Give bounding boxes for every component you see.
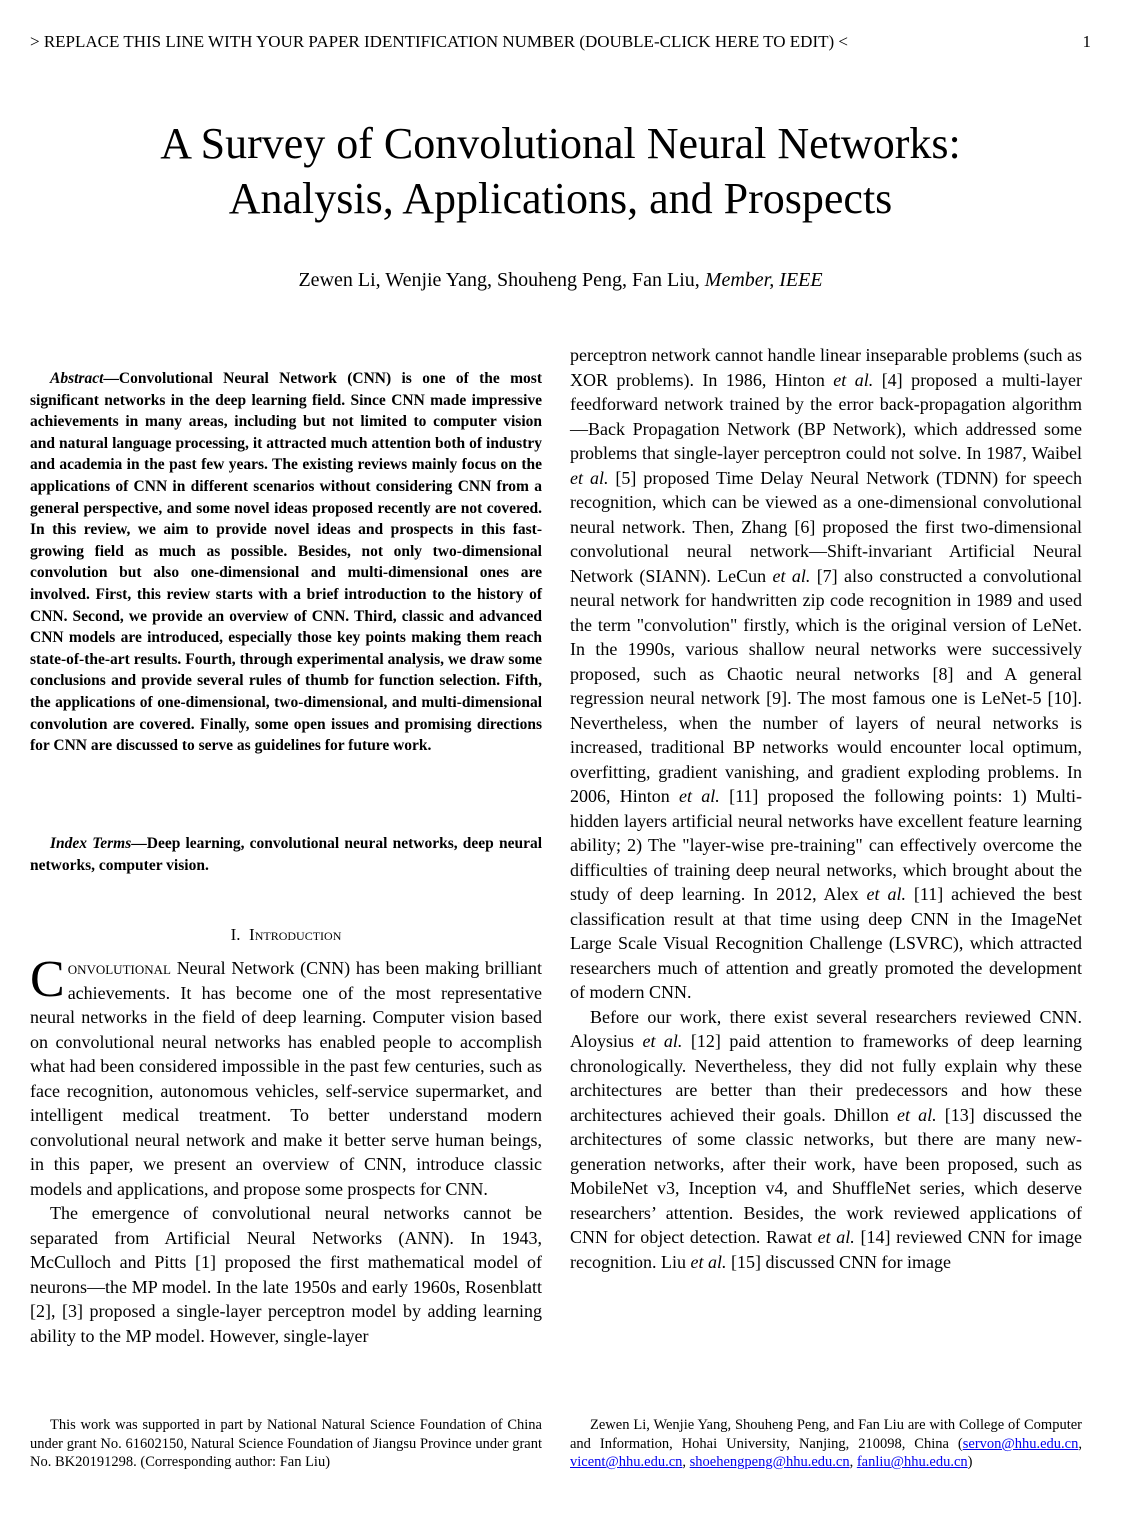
page-number: 1 bbox=[1082, 32, 1091, 51]
intro-paragraph-2: The emergence of convolutional neural networks cannot be separated from Artificial Neural Networks (ANN). In 1943, McCulloch and Pitts [1] proposed the first mathematical model of neurons—the MP model. In the late 1950s and early 1960s, Rosenblatt [2], [3] proposed a single-layer perceptron model by adding learning ability to the MP model. However, single-layer bbox=[30, 1203, 542, 1346]
affiliation-close: ) bbox=[967, 1454, 973, 1470]
funding-footnote: This work was supported in part by National Natural Science Foundation of China under grant No. 61602150, Natural Science Foundation of Jiangsu Province under grant No. BK20191298. (Corresponding author: Fan Liu) bbox=[30, 1417, 542, 1470]
email-link[interactable]: servon@hhu.edu.cn bbox=[962, 1435, 1079, 1452]
intro-p1-text: Neural Network (CNN) has been making brilliant achievements. It has become one of the most representative neural networks in the field of deep learning. Computer vision based on convolutional neural networks has enabled people to accomplish what had been considered impossible in the past few centuries, such as face recognition, autonomous vehicles, self-service supermarket, and intelligent medical treatment. To better understand modern convolutional neural network and make it better serve human beings, in this paper, we present an overview of CNN, introduce classic models and applications, and propose some prospects for CNN. bbox=[30, 958, 542, 1199]
et-al: et al. bbox=[772, 565, 811, 586]
abstract-dash: — bbox=[103, 370, 119, 387]
et-al: et al. bbox=[817, 1227, 855, 1247]
text-run: [5] proposed Time Delay Neural Network (TDNN) for speech recognition, which can be viewed as a one-dimensional convolutional neural network. Then, Zhang [6] proposed the first two-dimensional convolutional neural network—Shift-invariant Artificial Neural Network (SIANN). LeCun bbox=[570, 467, 1082, 586]
section-title: Introduction bbox=[249, 925, 342, 944]
running-header bbox=[30, 31, 1091, 53]
email-link[interactable]: fanliu@hhu.edu.cn bbox=[856, 1454, 968, 1470]
drop-cap: C bbox=[30, 951, 65, 1008]
text-run: [11] achieved the best classification result at that time using deep CNN in the ImageNet Large Scale Visual Recognition Challenge (LSVRC), which attracted researchers much of attention and greatly promoted the development of modern CNN. bbox=[570, 884, 1082, 1002]
text-run: perceptron network cannot handle linear inseparable problems (such as XOR problems). In 1986, Hinton bbox=[570, 345, 1082, 390]
index-terms-label: Index Terms bbox=[50, 835, 132, 852]
title-line-2: Analysis, Applications, and Prospects bbox=[228, 174, 893, 223]
right-paragraph-2 bbox=[570, 1005, 1082, 1275]
text-run: [7] also constructed a convolutional neural network for handwritten zip code recognition in 1989 and used the term "convolution" firstly, which is the original version of LeNet. In the 1990s, various shallow neural networks were successively proposed, such as Chaotic neural networks [8] and A general regression neural network [9]. The most famous one is LeNet-5 [10]. Nevertheless, when the number of layers of neural networks is increased, traditional BP networks would encounter local optimum, overfitting, gradient vanishing, and gradient exploding problems. In 2006, Hinton bbox=[570, 565, 1082, 806]
intro-left-column bbox=[30, 951, 542, 1348]
affiliation-footnote: Zewen Li, Wenjie Yang, Shouheng Peng, and Fan Liu are with College of Computer and Information, Hohai University, Nanjing, 210098, China (servon@hhu.edu.cn, vicent@hhu.edu.cn, shoehengpeng@hhu.edu.cn, fanliu@hhu.edu.cn) bbox=[570, 1417, 1082, 1470]
affiliation-text: Zewen Li, Wenjie Yang, Shouheng Peng, and Fan Liu are with College of Computer and Information, Hohai University, Nanjing, 210098, China ( bbox=[570, 1417, 1082, 1452]
index-terms-dash: — bbox=[131, 835, 147, 852]
text-run: [13] discussed the architectures of some classic networks, but there are many new-generation networks, after their work, have been proposed, such as MobileNet v3, Inception v4, and ShuffleNet series, which deserve researchers’ attention. Besides, the work reviewed applications of CNN for object detection. Rawat bbox=[570, 1104, 1082, 1247]
right-paragraph-1 bbox=[570, 343, 1082, 1005]
author-names: Zewen Li, Wenjie Yang, Shouheng Peng, Fan Liu, bbox=[298, 269, 705, 291]
section-heading bbox=[30, 924, 542, 946]
author-membership: Member, IEEE bbox=[704, 269, 823, 291]
abstract bbox=[30, 368, 542, 757]
index-terms bbox=[30, 833, 542, 876]
author-line bbox=[0, 267, 1121, 293]
et-al: et al. bbox=[570, 467, 609, 488]
text-run: [11] proposed the following points: 1) Multi-hidden layers artificial neural networks have excellent feature learning ability; 2) The "layer-wise pre-training" can effectively overcome the difficulties of training deep neural networks, which brought about the study of deep learning. In 2012, Alex bbox=[570, 786, 1082, 904]
right-column bbox=[570, 343, 1082, 1274]
header-text: > REPLACE THIS LINE WITH YOUR PAPER IDENTIFICATION NUMBER (DOUBLE-CLICK HERE TO EDIT) < bbox=[30, 32, 848, 51]
et-al: et al. bbox=[866, 884, 906, 904]
abstract-text: Convolutional Neural Network (CNN) is one of the most significant networks in the deep learning field. Since CNN made impressive achievements in many areas, including but not limited to computer vision and natural language processing, it attracted much attention both of industry and academia in the past few years. The existing reviews mainly focus on the applications of CNN in different scenarios without considering CNN from a general perspective, and some novel ideas proposed recently are not covered. In this review, we aim to provide novel ideas and prospects in this fast-growing field as much as possible. Besides, not only two-dimensional convolution but also one-dimensional and multi-dimensional ones are involved. First, this review starts with a brief introduction to the history of CNN. Second, we provide an overview of CNN. Third, classic and advanced CNN models are introduced, especially those key points making them reach state-of-the-art results. Fourth, through experimental analysis, we draw some conclusions and provide several rules of thumb for function selection. Fifth, the applications of one-dimensional, two-dimensional, and multi-dimensional convolution are covered. Finally, some open issues and promising directions for CNN are discussed to serve as guidelines for future work. bbox=[30, 370, 542, 755]
email-link[interactable]: vicent@hhu.edu.cn bbox=[570, 1454, 683, 1470]
title-line-1: A Survey of Convolutional Neural Networks: bbox=[160, 119, 961, 168]
et-al: et al. bbox=[679, 786, 720, 806]
intro-smallcaps-word: onvolutional bbox=[67, 958, 171, 978]
et-al: et al. bbox=[833, 369, 874, 390]
et-al: et al. bbox=[690, 1251, 727, 1272]
intro-paragraph-1 bbox=[30, 951, 542, 1201]
text-run: Before our work, there exist several researchers reviewed CNN. Aloysius bbox=[570, 1006, 1082, 1051]
section-numeral: I. bbox=[230, 925, 241, 944]
abstract-label: Abstract bbox=[50, 370, 104, 387]
text-run: [15] discussed CNN for image bbox=[726, 1251, 951, 1272]
et-al: et al. bbox=[897, 1104, 937, 1125]
text-run: [4] proposed a multi-layer feedforward network trained by the error back-propagation algorithm—Back Propagation Network (BP Network), which addressed some problems that single-layer perceptron could not solve. In 1987, Waibel bbox=[570, 369, 1083, 463]
text-run: [12] paid attention to frameworks of deep learning chronologically. Nevertheless, they did not fully explain why these architectures are better than their predecessors and how these architectures achieved their goals. Dhillon bbox=[570, 1031, 1082, 1125]
paper-title bbox=[0, 116, 1121, 226]
email-link[interactable]: shoehengpeng@hhu.edu.cn bbox=[689, 1454, 850, 1470]
text-run: [14] reviewed CNN for image recognition. Liu bbox=[570, 1227, 1082, 1272]
et-al: et al. bbox=[642, 1031, 683, 1051]
index-terms-text: Deep learning, convolutional neural networks, deep neural networks, computer vision. bbox=[30, 835, 542, 874]
